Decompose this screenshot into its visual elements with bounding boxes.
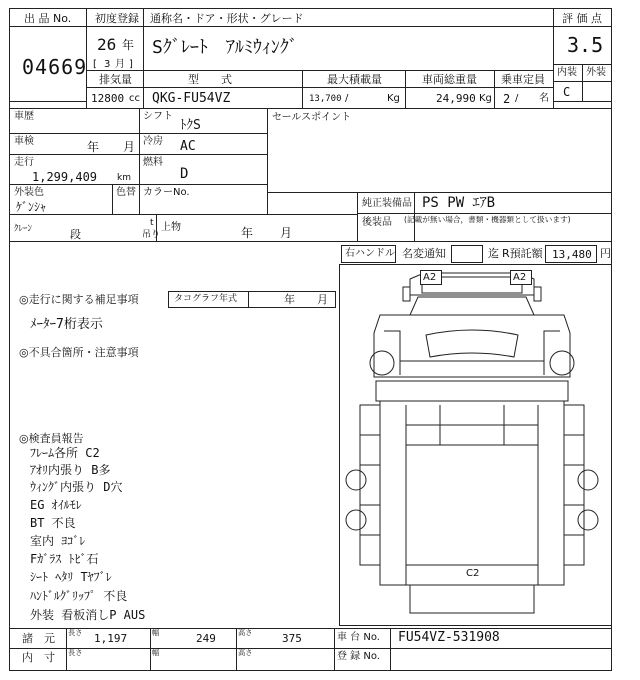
- right-mirror: [534, 287, 541, 301]
- shift-value: ﾄｸS: [180, 118, 201, 133]
- inspector-line: 外装 看板消しP AUS: [30, 608, 146, 622]
- exterior-grade-cell: [582, 81, 612, 102]
- first-reg-label: 初度登録: [95, 12, 139, 25]
- inspection-year-unit: 年: [87, 140, 100, 154]
- inspector-line: ﾌﾚｰﾑ各所 C2: [30, 446, 100, 460]
- upper-label: 上物: [161, 222, 181, 233]
- diagram-frame: [339, 264, 612, 626]
- reg-year: 26: [97, 35, 117, 54]
- capacity-label: 乗車定員: [501, 73, 545, 86]
- upper-year-unit: 年: [241, 226, 254, 240]
- fuel-value: D: [180, 166, 189, 182]
- inspection-label: 車検: [14, 136, 34, 147]
- width-label: 幅: [152, 629, 160, 638]
- lot-number-cell: [9, 26, 87, 102]
- color-value: ｹﾞﾝｼｬ: [16, 200, 47, 214]
- mileage-label: 走行: [14, 157, 34, 168]
- rear-right-wheel-1: [578, 470, 598, 490]
- name-change-label: 名変通知: [402, 247, 446, 260]
- left-wing-ribs: [360, 435, 380, 535]
- history-cell: [9, 108, 140, 134]
- mark-a2-left-text: A2: [423, 272, 437, 283]
- displacement-label-cell: [86, 70, 144, 88]
- score-value: 3.5: [567, 33, 604, 57]
- inspector-line: ｱｵﾘ内張り B多: [30, 463, 111, 477]
- windshield: [426, 330, 518, 357]
- crane-stage: 段: [70, 228, 81, 241]
- reg-month-unit: 月: [115, 59, 125, 70]
- equipment-label-cell: [357, 192, 415, 214]
- recycle-label: R預託額: [502, 247, 543, 260]
- gross-weight-value-cell: [405, 87, 495, 109]
- tacho-label: タコグラフ年式: [174, 294, 238, 304]
- crane-ton-top: t: [150, 218, 154, 228]
- rear-right-wheel-2: [578, 510, 598, 530]
- width-value: 249: [196, 632, 216, 645]
- model-desc-label-cell: [143, 8, 554, 27]
- capacity-unit: 名: [539, 93, 549, 104]
- displacement-value-cell: [86, 87, 144, 109]
- sales-point-cell: [267, 108, 612, 193]
- type-label: 型 式: [188, 73, 232, 86]
- chassis-value: FU54VZ-531908: [398, 630, 500, 645]
- left-mirror: [403, 287, 410, 301]
- gross-weight-label: 車両総重量: [422, 73, 477, 86]
- cab-body: [374, 315, 570, 377]
- interior-grade-cell: [553, 81, 583, 102]
- right-wing-ribs: [564, 435, 584, 535]
- aircon-cell: [139, 133, 268, 155]
- inspector-line: Fｶﾞﾗｽ ﾄﾋﾞ石: [30, 552, 99, 566]
- score-value-cell: [553, 26, 612, 65]
- inspection-cell: [9, 133, 140, 155]
- interior-label-cell: [553, 64, 583, 82]
- inspector-line: 室内 ﾖｺﾞﾚ: [30, 534, 86, 548]
- tacho-year-unit: 年: [284, 293, 295, 306]
- color-change-label: 色替: [116, 187, 136, 198]
- model-desc-label: 通称名・ドア・形状・グレード: [150, 12, 304, 25]
- height-value: 375: [282, 632, 302, 645]
- deadline-label: 迄: [488, 247, 499, 260]
- score-label: 評 価 点: [562, 12, 602, 25]
- type-value: QKG-FU54VZ: [152, 91, 231, 106]
- inner-length-label: 長さ: [68, 649, 83, 658]
- aircon-value: AC: [180, 139, 196, 154]
- rear-bumper: [410, 585, 534, 613]
- gross-weight-value: 24,990: [436, 92, 476, 105]
- lot-number: 04669: [22, 55, 88, 79]
- aftermarket-note: (記載が無い場合，書類・機器類として扱います): [404, 216, 571, 225]
- color-change-cell: [112, 184, 140, 215]
- model-desc-value-cell: [143, 26, 554, 71]
- shift-cell: [139, 108, 268, 134]
- mark-a2-left: [420, 270, 442, 285]
- inner-height-label: 高さ: [238, 649, 253, 658]
- equipment-label: 純正装備品: [362, 198, 412, 209]
- color-label: 外装色: [14, 187, 44, 198]
- lot-label-cell: [9, 8, 87, 27]
- aftermarket-label: 後装品: [362, 217, 392, 228]
- capacity-label-cell: [494, 70, 554, 88]
- sales-point-label: セールスポイント: [272, 112, 352, 123]
- left-wing-panel: [360, 405, 380, 565]
- recycle-value-box: [545, 245, 597, 263]
- type-label-cell: [143, 70, 303, 88]
- right-wing-panel: [564, 405, 584, 565]
- windshield-top: [410, 297, 534, 315]
- fuel-cell: [139, 154, 268, 185]
- mark-a2-right-text: A2: [513, 272, 527, 283]
- length-value: 1,197: [94, 632, 128, 645]
- recycle-value: 13,480: [552, 248, 592, 261]
- first-reg-label-cell: [86, 8, 144, 27]
- registration-label: 登 録 No.: [337, 651, 380, 662]
- recycle-unit: 円: [600, 247, 611, 260]
- history-label: 車歴: [14, 111, 34, 122]
- upper-month-unit: 月: [280, 226, 293, 240]
- displacement-value: 12800: [91, 92, 125, 105]
- max-load-value-cell: 13,700 / Kg: [302, 87, 406, 109]
- shift-label: シフト: [143, 111, 173, 122]
- inspector-line: ﾊﾝﾄﾞﾙｸﾞﾘｯﾌﾟ 不良: [30, 589, 128, 603]
- cargo-inner-sides: [406, 405, 538, 581]
- exterior-label: 外装: [586, 67, 606, 78]
- score-label-cell: [553, 8, 612, 27]
- mark-a2-right: [510, 270, 532, 285]
- gross-weight-label-cell: [405, 70, 495, 88]
- displacement-unit: cc: [129, 93, 140, 104]
- inspector-line: ｼｰﾄ ﾍﾀﾘ Tﾔﾌﾞﾚ: [30, 570, 112, 584]
- upper-cell: [156, 214, 358, 242]
- crane-ton-bottom: 吊り: [142, 230, 161, 240]
- lot-label: 出 品 No.: [24, 12, 72, 25]
- crane-cell: [9, 214, 161, 242]
- max-load-unit: Kg: [387, 93, 400, 104]
- displacement-label: 排気量: [99, 73, 132, 86]
- crane-label: ｸﾚｰﾝ: [14, 224, 33, 234]
- steering-cell: [341, 245, 396, 263]
- color-code-cell: [139, 184, 268, 215]
- model-desc: Sｸﾞﾚｰﾄ ｱﾙﾐｳｨﾝｸﾞ: [152, 37, 298, 58]
- first-reg-value-cell: 26 年 [ 3 月 ]: [86, 26, 144, 71]
- rear-left-wheel-2: [346, 510, 366, 530]
- mileage-note: ﾒｰﾀｰ7桁表示: [30, 317, 103, 332]
- tacho-month-unit: 月: [317, 293, 328, 306]
- capacity-value-cell: 2 / 名: [494, 87, 554, 109]
- inspector-line: EG ｵｲﾙﾓﾚ: [30, 498, 82, 512]
- inspector-line: BT 不良: [30, 516, 76, 530]
- inspector-heading: ◎検査員報告: [19, 432, 84, 445]
- max-load-label: 最大積載量: [327, 73, 382, 86]
- mileage-value: 1,299,409: [32, 170, 98, 184]
- inspection-month-unit: 月: [123, 140, 136, 154]
- fuel-label: 燃料: [143, 157, 163, 168]
- mark-c2-rear: C2: [466, 568, 480, 579]
- height-label: 高さ: [238, 629, 253, 638]
- aircon-label: 冷房: [143, 136, 163, 147]
- reg-month: 3: [104, 59, 111, 70]
- gross-weight-unit: Kg: [479, 93, 492, 104]
- type-value-cell: [143, 87, 303, 109]
- color-cell: [9, 184, 113, 215]
- max-load-label-cell: [302, 70, 406, 88]
- cargo-outline: [380, 401, 564, 585]
- color-code-label: カラーNo.: [143, 187, 190, 198]
- cargo-cross-1: [406, 425, 538, 445]
- max-load-value: 13,700: [309, 94, 342, 104]
- defects-heading: ◎不具合箇所・注意事項: [19, 346, 139, 359]
- capacity-value: 2: [503, 92, 511, 106]
- length-label: 長さ: [68, 629, 83, 638]
- reg-year-unit: 年: [122, 38, 135, 52]
- interior-grade: C: [563, 85, 571, 99]
- chassis-label: 車 台 No.: [337, 632, 380, 643]
- exterior-label-cell: [582, 64, 612, 82]
- body-top-strip: [376, 381, 568, 401]
- rear-left-wheel-1: [346, 470, 366, 490]
- tacho-box: [168, 291, 336, 308]
- spec-label: 諸 元: [22, 632, 55, 645]
- inner-width-label: 幅: [152, 649, 160, 658]
- mileage-note-heading: ◎走行に関する補足事項: [19, 293, 139, 306]
- name-change-box: [451, 245, 483, 263]
- mileage-cell: [9, 154, 140, 185]
- inspector-line: ｳｨﾝｸﾞ内張り D穴: [30, 480, 123, 494]
- interior-label: 内装: [557, 67, 577, 78]
- inner-label: 内 寸: [22, 651, 55, 664]
- equipment-value: PS PW ｴｱB: [422, 195, 496, 211]
- steering-label: 右ハンドル: [345, 248, 395, 259]
- mileage-unit: km: [117, 173, 131, 183]
